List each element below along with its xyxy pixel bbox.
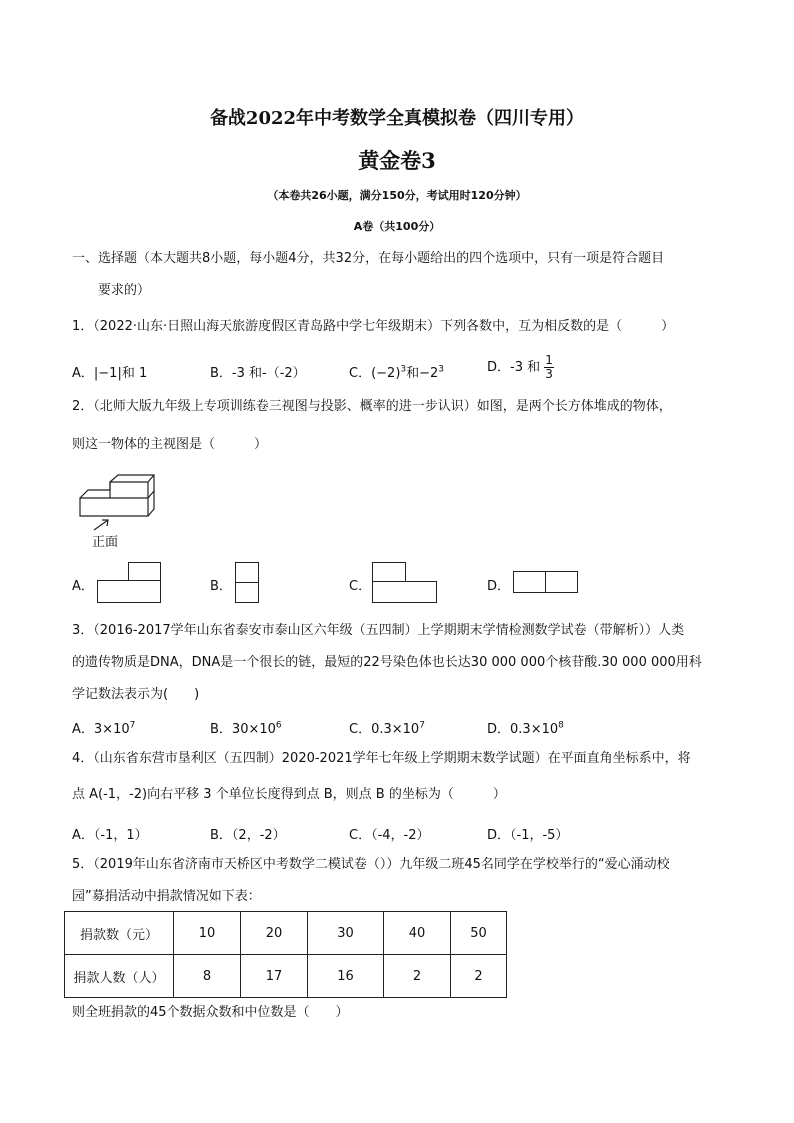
table-cell: 30 — [308, 912, 384, 955]
q5-stem-line1: 5．（2019年山东省济南市天桥区中考数学二模试卷（））九年级二班45名同学在学校举行的“爱心涌动校 — [72, 857, 670, 872]
option-exponent: 7 — [419, 720, 425, 731]
option-text: 30×10 — [231, 722, 276, 737]
table-cell: 20 — [241, 912, 308, 955]
q2-c-top-rect — [372, 562, 406, 582]
q2-option-b-label[interactable]: B． — [210, 579, 232, 594]
page-subtitle: 黄金卷3 — [358, 148, 436, 173]
part1-instructions-line1: 一、选择题（本大题共8小题，每小题4分，共32分，在每小题给出的四个选项中，只有一项是符合题目 — [72, 251, 665, 266]
option-text: 3×10 — [93, 722, 130, 737]
q2-b-top-rect — [235, 562, 259, 583]
table-cell: 捐款数（元） — [65, 912, 174, 955]
q3-option-d[interactable] — [487, 718, 564, 737]
q4-option-d[interactable]: D．（-1，-5） — [487, 828, 569, 843]
q3-stem-line2: 的遗传物质是DNA，DNA是一个很长的链，最短的22号染色体也长达30 000 000个核苷酸.30 000 000用科 — [72, 655, 702, 670]
q3-stem-line1: 3．（2016-2017学年山东省泰安市泰山区六年级（五四制）上学期期末学情检测数学试卷（带解析））人类 — [72, 623, 685, 638]
option-label: D． — [487, 722, 511, 737]
option-label: B． — [210, 366, 232, 381]
option-text: |−1|和 1 — [93, 366, 148, 381]
option-label: C． — [349, 722, 372, 737]
q1-stem: 1．（2022·山东·日照山海天旅游度假区青岛路中学七年级期末）下列各数中，互为相反数的是（ ） — [72, 319, 675, 334]
q4-stem-line1: 4．（山东省东营市垦利区（五四制）2020-2021学年七年级上学期期末数学试题）在平面直角坐标系中，将 — [72, 751, 691, 766]
option-exponent: 3 — [400, 364, 407, 375]
q3-stem-line3: 学记数法表示为( ) — [72, 687, 200, 702]
table-cell: 2 — [451, 955, 507, 998]
page-title: 备战2022年中考数学全真模拟卷（四川专用） — [209, 108, 585, 129]
option-text: -3 和-（-2） — [231, 366, 306, 381]
section-heading: A卷（共100分） — [353, 220, 441, 233]
table-row — [65, 912, 507, 955]
option-label: C． — [349, 366, 372, 381]
q2-d-right-rect — [545, 571, 578, 593]
q4-option-c[interactable]: C．（-4，-2） — [349, 828, 430, 843]
q2-a-top-rect — [128, 562, 161, 581]
option-text: 0.3×10 — [371, 722, 420, 737]
q2-stem-line2: 则这一物体的主视图是（ ） — [72, 437, 268, 452]
option-label: D． — [487, 360, 511, 375]
option-exponent: 6 — [275, 720, 282, 731]
q2-a-bottom-rect — [97, 580, 161, 603]
fraction-denominator: 3 — [545, 367, 553, 381]
table-cell: 8 — [174, 955, 241, 998]
fraction — [544, 354, 554, 381]
q1-option-c[interactable] — [349, 362, 444, 381]
front-view-label: 正面 — [92, 535, 119, 550]
q2-stem-line1: 2．（北师大版九年级上专项训练卷三视图与投影、概率的进一步认识）如图，是两个长方体堆成的物体， — [72, 399, 672, 414]
option-text: 和−2 — [406, 366, 439, 381]
q3-option-a[interactable] — [72, 718, 135, 737]
q1-option-b[interactable] — [210, 362, 306, 381]
table-cell: 2 — [384, 955, 451, 998]
table-cell: 50 — [451, 912, 507, 955]
option-exponent: 8 — [558, 720, 564, 731]
table-cell: 17 — [241, 955, 308, 998]
table-row — [65, 955, 507, 998]
q5-stem-after: 则全班捐款的45个数据众数和中位数是（ ） — [72, 1005, 349, 1020]
q2-b-bottom-rect — [235, 582, 259, 603]
option-label: A． — [72, 366, 94, 381]
q5-stem-line2: 园”募捐活动中捐款情况如下表： — [72, 889, 261, 904]
table-cell: 捐款人数（人） — [65, 955, 174, 998]
q4-option-b[interactable]: B．（2，-2） — [210, 828, 286, 843]
part1-instructions-line2: 要求的） — [98, 283, 151, 298]
donation-table — [64, 911, 507, 998]
option-text: 0.3×10 — [510, 722, 559, 737]
option-text: (−2) — [371, 366, 401, 381]
q2-c-bottom-rect — [372, 581, 437, 603]
exam-meta: （本卷共26小题，满分150分，考试用时120分钟） — [267, 189, 527, 202]
option-text: -3 和 — [510, 360, 541, 375]
stacked-boxes-figure — [76, 472, 158, 534]
q1-option-d[interactable] — [487, 354, 554, 381]
q3-option-c[interactable] — [349, 718, 425, 737]
q1-option-a[interactable] — [72, 362, 147, 381]
option-exponent: 3 — [438, 364, 445, 375]
option-label: A． — [72, 722, 94, 737]
q2-option-a-label[interactable]: A． — [72, 579, 94, 594]
option-exponent: 7 — [129, 720, 136, 731]
q2-option-d-label[interactable]: D． — [487, 579, 511, 594]
q2-option-c-label[interactable]: C． — [349, 579, 372, 594]
q3-option-b[interactable] — [210, 718, 282, 737]
table-cell: 16 — [308, 955, 384, 998]
fraction-numerator: 1 — [545, 353, 553, 367]
option-label: B． — [210, 722, 232, 737]
table-cell: 10 — [174, 912, 241, 955]
q2-d-left-rect — [513, 571, 546, 593]
q4-option-a[interactable]: A．（-1，1） — [72, 828, 148, 843]
table-cell: 40 — [384, 912, 451, 955]
q4-stem-line2: 点 A(-1，-2)向右平移 3 个单位长度得到点 B，则点 B 的坐标为（ ） — [72, 787, 506, 802]
